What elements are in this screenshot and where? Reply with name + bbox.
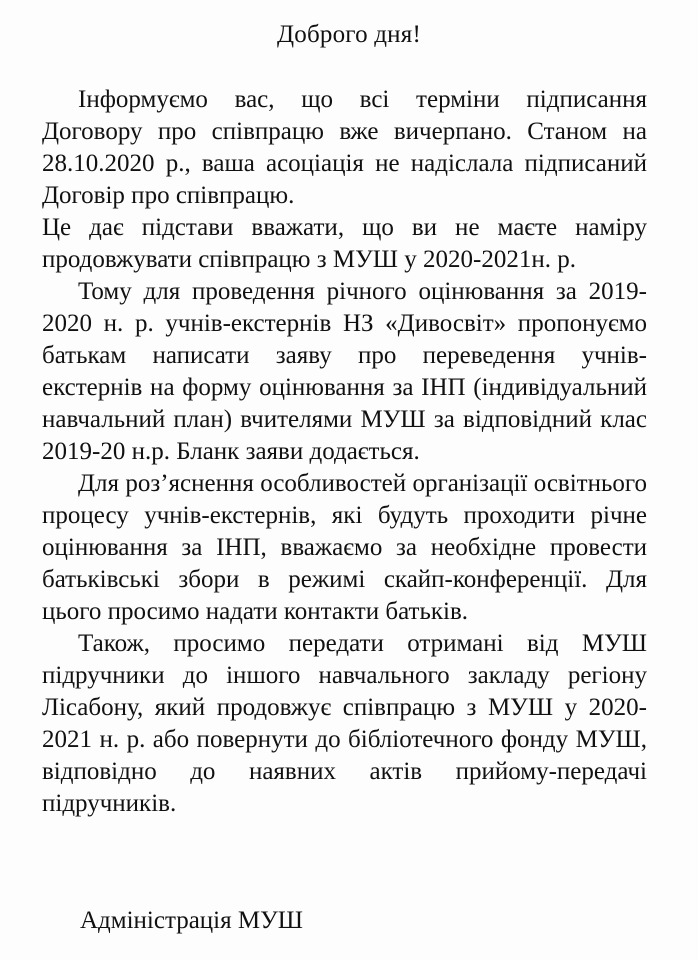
paragraph-annual-assessment: Тому для проведення річного оцінювання за 2019-2020 н. р. учнів-екстернів НЗ «Дивосвіт» пропонуємо батькам написати заяву про переведення учнів-екстернів на форму оцінювання за ІНП (індивідуальний навчальний план) вчителями МУШ за відповідний клас 2019-20 н.р. Бланк заяви додається. (42, 278, 647, 465)
letter-greeting: Доброго дня! (277, 21, 421, 48)
paragraph-contract-expired: Інформуємо вас, що всі терміни підписання Договору про співпрацю вже вичерпано. Станом на 28.10.2020 р., ваша асоціація не надіслала підписаний Договір про співпрацю. (42, 86, 647, 209)
letter-body (42, 84, 647, 820)
letter-signature: Адміністрація МУШ (80, 907, 304, 934)
paragraph-no-intent: Це дає підстави вважати, що ви не маєте наміру продовжувати співпрацю з МУШ у 2020-2021н. р. (42, 214, 647, 273)
paragraph-textbooks-return: Також, просимо передати отримані від МУШ підручники до іншого навчального закладу регіону Лісабону, який продовжує співпрацю з МУШ у 2020-2021 н. р. або повернути до бібліотечного фонду МУШ, відповідно до наявних актів прийому-передачі підручників. (42, 630, 647, 817)
paragraph-parent-meeting: Для роз’яснення особливостей організації освітнього процесу учнів-екстернів, які будуть проходити річне оцінювання за ІНП, вважаємо за необхідне провести батьківські збори в режимі скайп-конференції. Для цього просимо надати контакти батьків. (42, 470, 647, 625)
